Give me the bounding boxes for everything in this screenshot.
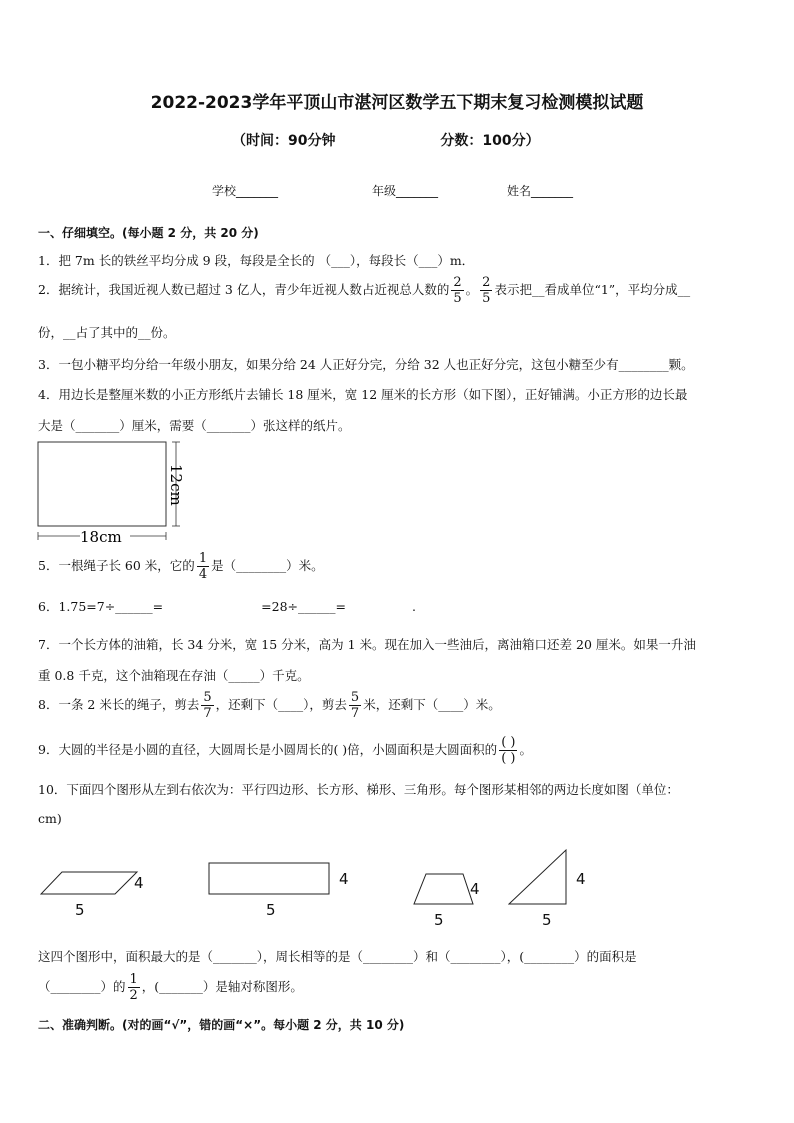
school-field: 学校_______ bbox=[212, 184, 279, 198]
question-7-line-1: 7．一个长方体的油箱，长 34 分米，宽 15 分米，高为 1 米。现在加入一些油后，离油箱口还差 20 厘米。如果一升油 bbox=[38, 637, 696, 652]
exam-score: 分数：100分） bbox=[440, 133, 540, 149]
question-2-line-2: 份，__占了其中的__份。 bbox=[38, 325, 176, 340]
fraction-5-7-repeat: $\frac{5}{7}$ bbox=[350, 690, 360, 721]
rectangle-shape bbox=[208, 862, 332, 896]
trapezoid-base-label: 5 bbox=[434, 911, 444, 929]
fraction-1-2: $\frac{1}{2}$ bbox=[129, 972, 138, 1003]
triangle-shape bbox=[508, 848, 570, 906]
parallelogram-base-label: 5 bbox=[75, 901, 85, 919]
question-10-line-3: 这四个图形中，面积最大的是（_______），周长相等的是（________）和（________），(________）的面积是 bbox=[38, 949, 637, 964]
rectangle-base-label: 5 bbox=[266, 901, 276, 919]
question-2-line-1: 2．据统计，我国近视人数已超过 3 亿人，青少年近视人数占近视总人数的 $\frac{2}{5}$ 。 $\frac{2}{5}$ 表示把__看成单位“1”，平均分成__ bbox=[38, 275, 691, 306]
question-4-line-1: 4．用边长是整厘米数的小正方形纸片去铺长 18 厘米，宽 12 厘米的长方形（如下图），正好铺满。小正方形的边长最 bbox=[38, 387, 688, 402]
question-4-line-2: 大是（_______）厘米，需要（_______）张这样的纸片。 bbox=[38, 418, 351, 433]
fraction-5-7: $\frac{5}{7}$ bbox=[203, 690, 212, 721]
question-10-line-2: cm) bbox=[38, 811, 62, 826]
trapezoid-shape bbox=[413, 872, 475, 906]
section-two-heading: 二、准确判断。(对的画“√”，错的画“×”。每小题 2 分，共 10 分) bbox=[38, 1018, 405, 1032]
name-field: 姓名_______ bbox=[507, 184, 574, 198]
grade-field: 年级_______ bbox=[372, 184, 439, 198]
question-1: 1．把 7m 长的铁丝平均分成 9 段，每段是全长的 （___），每段长（___）m． bbox=[38, 253, 475, 268]
question-9: 9．大圆的半径是小圆的直径，大圆周长是小圆周长的( )倍，小圆面积是大圆面积的 $\frac{( )}{( )}$ 。 bbox=[38, 735, 532, 766]
height-label: 12cm bbox=[167, 464, 185, 506]
fraction-blank: $\frac{( )}{( )}$ bbox=[501, 735, 516, 766]
fraction-2-5: $\frac{2}{5}$ bbox=[453, 275, 462, 306]
rectangle-figure bbox=[36, 440, 186, 546]
fraction-1-4: $\frac{1}{4}$ bbox=[198, 551, 208, 582]
trapezoid-side-label: 4 bbox=[470, 880, 480, 898]
question-10-line-4: （________）的 $\frac{1}{2}$ ，(_______）是轴对称图形。 bbox=[38, 972, 303, 1003]
parallelogram-side-label: 4 bbox=[134, 874, 144, 892]
question-3: 3．一包小糖平均分给一年级小朋友，如果分给 24 人正好分完，分给 32 人也正好分完，这包小糖至少有________颗。 bbox=[38, 357, 694, 372]
triangle-side-label: 4 bbox=[576, 870, 586, 888]
section-one-heading: 一、仔细填空。(每小题 2 分，共 20 分) bbox=[38, 226, 259, 240]
width-label: 18cm bbox=[80, 528, 122, 546]
exam-time: （时间：90分钟 bbox=[232, 133, 336, 149]
question-10-line-1: 10．下面四个图形从左到右依次为：平行四边形、长方形、梯形、三角形。每个图形某相邻的两边长度如图（单位： bbox=[38, 782, 679, 797]
question-8: 8．一条 2 米长的绳子，剪去 $\frac{5}{7}$ ，还剩下（____），剪去 $\frac{5}{7}$ 米，还剩下（____）米。 bbox=[38, 690, 501, 721]
page-title: 2022-2023学年平顶山市湛河区数学五下期末复习检测模拟试题 bbox=[150, 93, 644, 113]
fraction-2-5-repeat: $\frac{2}{5}$ bbox=[482, 275, 491, 306]
exam-meta bbox=[232, 130, 540, 150]
triangle-base-label: 5 bbox=[542, 911, 552, 929]
rectangle-side-label: 4 bbox=[339, 870, 349, 888]
question-6: 6．1.75=7÷______= =28÷______= . bbox=[38, 599, 416, 614]
question-5: 5．一根绳子长 60 米，它的 $\frac{1}{4}$ 是（________）米。 bbox=[38, 551, 324, 582]
parallelogram-shape bbox=[40, 870, 140, 896]
question-7-line-2: 重 0.8 千克，这个油箱现在存油（_____）千克。 bbox=[38, 668, 310, 683]
